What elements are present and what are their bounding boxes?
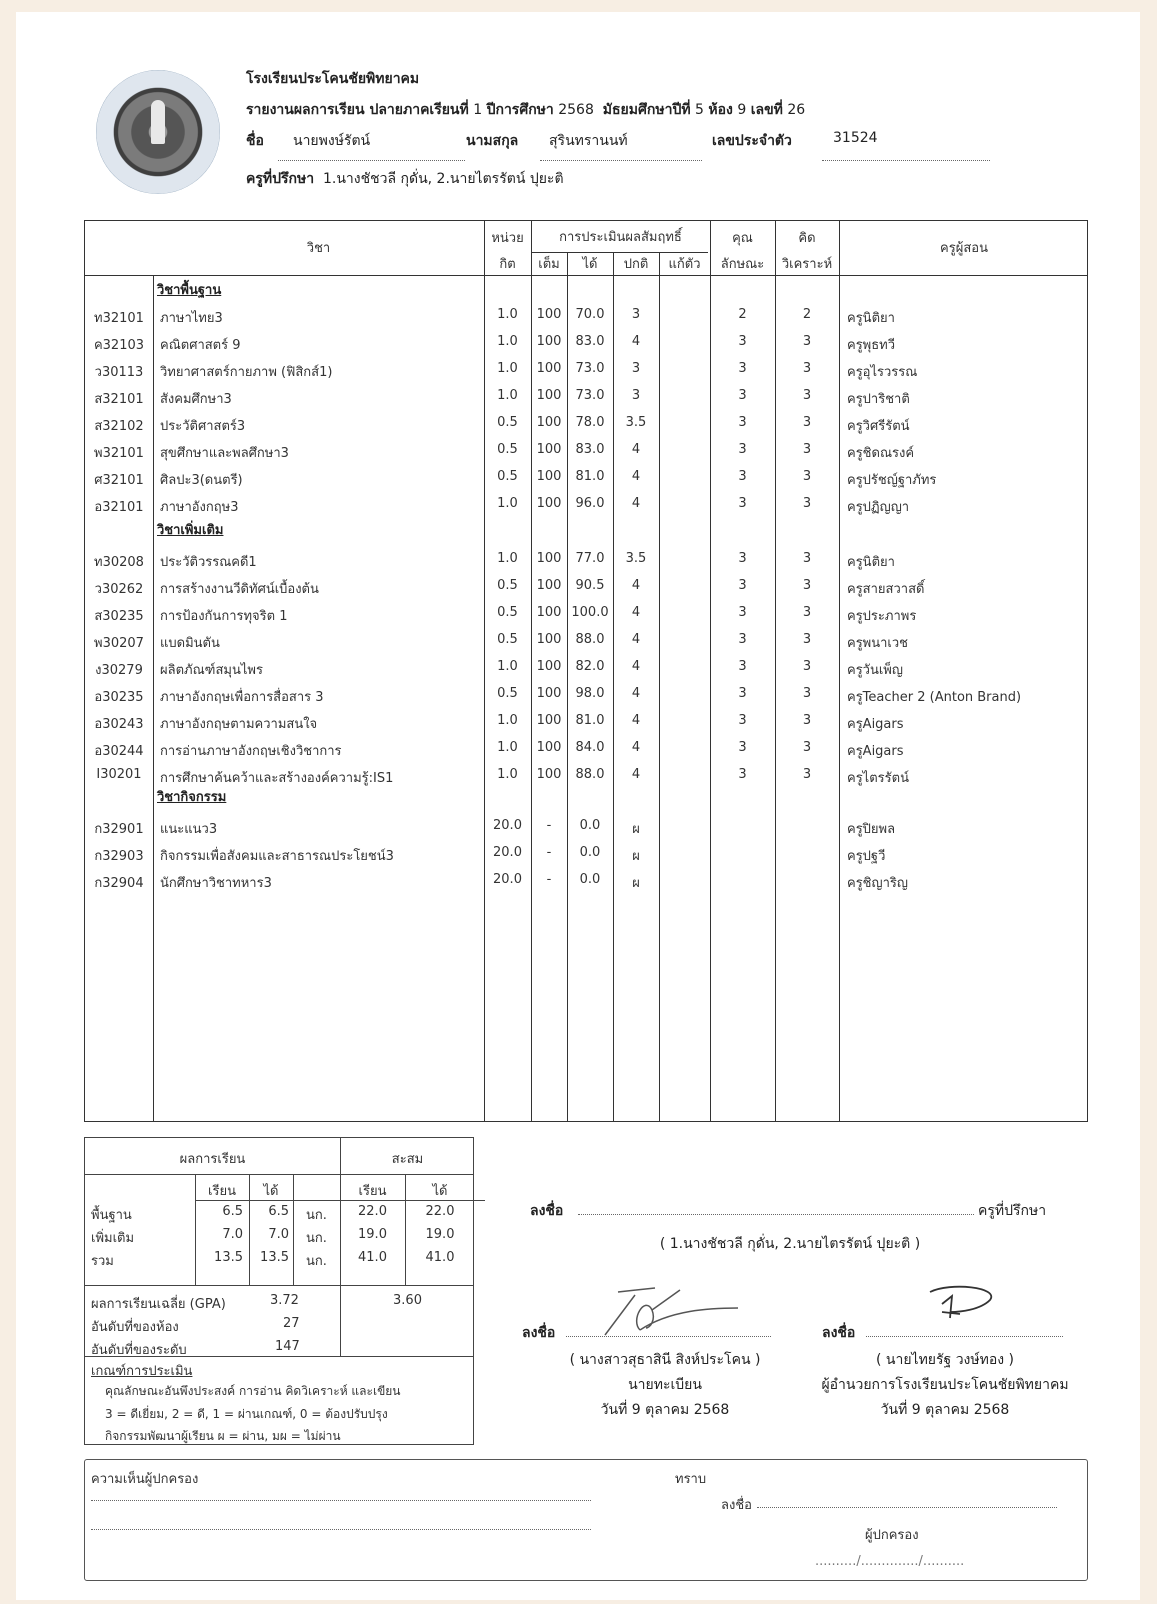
- table-row: [85, 813, 1089, 840]
- cell-grade: 3: [631, 307, 641, 322]
- director-role: ผู้อำนวยการโรงเรียนประโคนชัยพิทยาคม: [821, 1377, 1069, 1393]
- name-dotted-line: [278, 160, 465, 161]
- summary-studied: 6.5: [222, 1204, 243, 1219]
- results-label: ผลการเรียน: [179, 1152, 246, 1167]
- summary-label: เพิ่มเติม: [91, 1231, 135, 1246]
- cell-name: ภาษาอังกฤษเพื่อการสื่อสาร 3: [160, 690, 324, 705]
- cell-name: การสร้างงานวีดิทัศน์เบื้องต้น: [160, 582, 319, 597]
- cell-credit: 1.0: [497, 361, 518, 376]
- cell-got: 82.0: [575, 659, 605, 674]
- cell-char: 3: [738, 388, 747, 403]
- advisor-names: ( 1.นางชัชวลี กุดั่น, 2.นายไตรรัตน์ ปุยะติ ): [659, 1236, 921, 1252]
- student-id: 31524: [833, 130, 878, 146]
- cell-teacher: ครูพนาเวช: [847, 636, 909, 651]
- cell-name: ภาษาไทย3: [160, 311, 223, 326]
- summary-got: 6.5: [268, 1204, 289, 1219]
- summary-acc_studied: 22.0: [358, 1204, 387, 1219]
- opinion-line-2[interactable]: [91, 1529, 591, 1530]
- cell-got: 0.0: [579, 818, 601, 833]
- cell-char: 3: [738, 632, 747, 647]
- cell-code: ส32102: [94, 419, 144, 434]
- cell-got: 96.0: [575, 496, 605, 511]
- cell-credit: 20.0: [493, 872, 522, 887]
- summary-table: [84, 1137, 474, 1445]
- cell-teacher: ครูสายสวาสดิ์: [847, 582, 925, 597]
- cell-code: I30201: [96, 767, 142, 782]
- cell-grade: 4: [631, 578, 641, 593]
- cell-think: 3: [802, 632, 812, 647]
- cell-name: กิจกรรมเพื่อสังคมและสาธารณประโยชน์3: [160, 849, 394, 864]
- cell-char: 3: [738, 578, 747, 593]
- cell-code: ท32101: [94, 311, 144, 326]
- director-sign-line[interactable]: [866, 1336, 1063, 1337]
- cell-full: 100: [536, 686, 562, 701]
- cell-credit: 1.0: [497, 496, 518, 511]
- school-name: โรงเรียนประโคนชัยพิทยาคม: [246, 71, 420, 87]
- cell-name: ผลิตภัณฑ์สมุนไพร: [160, 663, 263, 678]
- cell-think: 3: [802, 415, 812, 430]
- cell-teacher: ครูAigars: [847, 717, 904, 732]
- report-title: รายงานผลการเรียน ปลายภาคเรียนที่ 1 ปีการศึกษา 2568 มัธยมศึกษาปีที่ 5 ห้อง 9 เลขที่ 26: [246, 102, 806, 118]
- summary-acc_got: 19.0: [425, 1227, 455, 1242]
- cell-grade: 4: [631, 713, 641, 728]
- parent-sign-line[interactable]: [757, 1507, 1057, 1508]
- cell-grade: 4: [631, 686, 641, 701]
- cell-grade: 4: [631, 334, 641, 349]
- cell-code: ก32903: [94, 849, 144, 864]
- cell-grade: ผ: [632, 849, 640, 864]
- cell-grade: 4: [631, 605, 641, 620]
- cell-full: 100: [536, 713, 562, 728]
- summary-unit: นก.: [306, 1208, 327, 1223]
- parent-date[interactable]: ........../............../..........: [815, 1554, 965, 1569]
- cell-code: ก32904: [94, 876, 144, 891]
- cell-char: 3: [738, 686, 747, 701]
- cell-grade: ผ: [632, 822, 640, 837]
- cell-teacher: ครูปรัชญ์ฐาภัทร: [847, 473, 937, 488]
- cell-got: 90.5: [575, 578, 605, 593]
- cell-think: 3: [802, 361, 812, 376]
- cell-teacher: ครูนิติยา: [847, 311, 895, 326]
- cell-name: ภาษาอังกฤษ3: [160, 500, 239, 515]
- cell-think: 3: [802, 334, 812, 349]
- cell-got: 70.0: [575, 307, 605, 322]
- table-row: [85, 708, 1089, 735]
- criteria-line-3: กิจกรรมพัฒนาผู้เรียน ผ = ผ่าน, มผ = ไม่ผ่าน: [105, 1429, 341, 1443]
- cell-full: 100: [536, 496, 562, 511]
- cell-teacher: ครูวันเพ็ญ: [847, 663, 903, 678]
- cell-got: 73.0: [575, 388, 605, 403]
- cell-grade: 3.5: [625, 415, 647, 430]
- parent-role: ผู้ปกครอง: [865, 1528, 919, 1543]
- cell-name: การป้องกันการทุจริต 1: [160, 609, 288, 624]
- cell-code: อ30243: [94, 717, 144, 732]
- cell-think: 3: [802, 578, 812, 593]
- cell-credit: 0.5: [497, 605, 518, 620]
- table-row: [85, 464, 1089, 491]
- divider: [85, 1174, 473, 1175]
- acc-got-label: ได้: [432, 1184, 448, 1199]
- cell-char: 3: [738, 469, 747, 484]
- cell-char: 3: [738, 334, 747, 349]
- level-rank-value: 147: [275, 1339, 300, 1354]
- student-id-label: เลขประจำตัว: [712, 133, 792, 149]
- summary-studied: 13.5: [214, 1250, 243, 1265]
- cell-credit: 20.0: [493, 818, 522, 833]
- divider: [340, 1138, 341, 1356]
- cell-code: อ32101: [94, 500, 144, 515]
- header-full: เต็ม: [538, 257, 560, 272]
- cell-full: 100: [536, 307, 562, 322]
- cell-credit: 1.0: [497, 551, 518, 566]
- level-rank-label: อันดับที่ของระดับ: [91, 1343, 187, 1358]
- cell-got: 78.0: [575, 415, 605, 430]
- header-char-top: คุณ: [732, 231, 753, 246]
- cell-full: 100: [536, 551, 562, 566]
- header-teacher: ครูผู้สอน: [940, 241, 988, 256]
- cell-got: 98.0: [575, 686, 605, 701]
- parent-opinion-box: [84, 1459, 1088, 1581]
- summary-unit: นก.: [306, 1254, 327, 1269]
- criteria-title: เกณฑ์การประเมิน: [91, 1364, 193, 1379]
- cell-credit: 1.0: [497, 388, 518, 403]
- summary-studied: 7.0: [222, 1227, 243, 1242]
- cell-got: 88.0: [575, 767, 605, 782]
- cell-code: ส32101: [94, 392, 144, 407]
- section-title-activities: วิชากิจกรรม: [157, 790, 227, 805]
- director-sign-label: ลงชื่อ: [822, 1325, 856, 1341]
- table-row: [85, 356, 1089, 383]
- summary-label: พื้นฐาน: [91, 1208, 132, 1223]
- cell-code: อ30235: [94, 690, 144, 705]
- cell-credit: 0.5: [497, 469, 518, 484]
- cell-full: 100: [536, 767, 562, 782]
- cell-full: 100: [536, 632, 562, 647]
- cell-code: ศ32101: [94, 473, 144, 488]
- summary-got: 13.5: [260, 1250, 289, 1265]
- got-label: ได้: [263, 1184, 279, 1199]
- cell-grade: 4: [631, 767, 641, 782]
- cell-code: ส30235: [94, 609, 144, 624]
- cell-think: 3: [802, 740, 812, 755]
- cell-name: คณิตศาสตร์ 9: [160, 338, 241, 353]
- cell-got: 0.0: [579, 845, 601, 860]
- cell-char: 3: [738, 740, 747, 755]
- table-row: [85, 573, 1089, 600]
- cell-credit: 1.0: [497, 767, 518, 782]
- registrar-sign-line[interactable]: [566, 1336, 771, 1337]
- student-surname: สุรินทรานนท์: [549, 133, 628, 149]
- accum-label: สะสม: [391, 1152, 424, 1167]
- cell-teacher: ครูปฐวี: [847, 849, 886, 864]
- summary-acc_studied: 19.0: [358, 1227, 387, 1242]
- cell-think: 3: [802, 686, 812, 701]
- cell-char: 3: [738, 551, 747, 566]
- criteria-line-1: คุณลักษณะอันพึงประสงค์ การอ่าน คิดวิเคราะห์ และเขียน: [105, 1384, 401, 1398]
- cell-full: -: [546, 845, 552, 860]
- cell-code: ง30279: [95, 663, 143, 678]
- cell-grade: 3: [631, 388, 641, 403]
- gpa-label: ผลการเรียนเฉลี่ย (GPA): [91, 1297, 226, 1312]
- divider: [85, 275, 1087, 276]
- cell-teacher: ครูAigars: [847, 744, 904, 759]
- cell-char: 3: [738, 605, 747, 620]
- gpa-value: 3.72: [270, 1293, 299, 1308]
- surname-dotted-line: [540, 160, 702, 161]
- header-normal: ปกติ: [623, 257, 649, 272]
- table-row: [85, 410, 1089, 437]
- cell-full: 100: [536, 469, 562, 484]
- cell-got: 88.0: [575, 632, 605, 647]
- header-think-bottom: วิเคราะห์: [781, 257, 833, 272]
- header-char-bottom: ลักษณะ: [720, 257, 765, 272]
- cell-teacher: ครูอุไรวรรณ: [847, 365, 918, 380]
- header-think-top: คิด: [798, 231, 816, 246]
- surname-label: นามสกุล: [466, 133, 519, 149]
- cell-code: อ30244: [94, 744, 144, 759]
- id-dotted-line: [822, 160, 990, 161]
- summary-acc_studied: 41.0: [358, 1250, 387, 1265]
- table-row: [85, 627, 1089, 654]
- cell-grade: 4: [631, 469, 641, 484]
- header-assessment: การประเมินผลสัมฤทธิ์: [559, 230, 682, 245]
- header-subject: วิชา: [306, 241, 331, 256]
- cell-full: 100: [536, 442, 562, 457]
- cell-teacher: ครูนิติยา: [847, 555, 895, 570]
- table-row: [85, 867, 1089, 894]
- divider: [85, 1285, 473, 1286]
- summary-label: รวม: [91, 1254, 114, 1269]
- cell-think: 3: [802, 496, 812, 511]
- table-row: [85, 329, 1089, 356]
- cell-full: 100: [536, 740, 562, 755]
- cell-name: สุขศึกษาและพลศึกษา3: [160, 446, 289, 461]
- table-row: [85, 437, 1089, 464]
- parent-sign-label: ลงชื่อ: [721, 1498, 752, 1513]
- registrar-sign-label: ลงชื่อ: [522, 1325, 556, 1341]
- cell-code: ค32103: [93, 338, 145, 353]
- cell-think: 3: [802, 388, 812, 403]
- cell-full: 100: [536, 659, 562, 674]
- parent-opinion-label: ความเห็นผู้ปกครอง: [91, 1472, 199, 1487]
- cell-char: 3: [738, 659, 747, 674]
- cell-teacher: ครูไตรรัตน์: [847, 771, 909, 786]
- cell-name: ประวัติวรรณคดี1: [160, 555, 257, 570]
- student-first-name: นายพงษ์รัตน์: [293, 133, 371, 149]
- cell-think: 3: [802, 767, 812, 782]
- cell-got: 81.0: [575, 469, 605, 484]
- cell-code: ท30208: [94, 555, 144, 570]
- cell-got: 100.0: [571, 605, 609, 620]
- cell-teacher: ครูปฏิญญา: [847, 500, 910, 515]
- cell-credit: 0.5: [497, 415, 518, 430]
- registrar-date: วันที่ 9 ตุลาคม 2568: [600, 1402, 730, 1418]
- cell-grade: 4: [631, 740, 641, 755]
- acc-studied-label: เรียน: [358, 1184, 387, 1199]
- cell-got: 83.0: [575, 334, 605, 349]
- header-credit-bottom: กิต: [499, 257, 516, 272]
- cell-full: 100: [536, 605, 562, 620]
- cell-credit: 0.5: [497, 442, 518, 457]
- acknowledge-label: ทราบ: [675, 1472, 707, 1487]
- class-rank-label: อันดับที่ของห้อง: [91, 1320, 179, 1335]
- table-row: [85, 546, 1089, 573]
- studied-label: เรียน: [208, 1184, 236, 1199]
- cell-credit: 1.0: [497, 740, 518, 755]
- cell-code: ว30262: [94, 582, 144, 597]
- cell-char: 3: [738, 496, 747, 511]
- cell-teacher: ครูประภาพร: [847, 609, 917, 624]
- cell-char: 3: [738, 442, 747, 457]
- table-row: [85, 681, 1089, 708]
- cell-name: การอ่านภาษาอังกฤษเชิงวิชาการ: [160, 744, 342, 759]
- cell-teacher: ครูTeacher 2 (Anton Brand): [847, 690, 1022, 705]
- cell-full: -: [546, 872, 552, 887]
- section-title-basic: วิชาพื้นฐาน: [157, 283, 222, 298]
- cell-name: ศิลปะ3(ดนตรี): [160, 473, 243, 488]
- cell-code: ว30113: [94, 365, 144, 380]
- table-row: [85, 840, 1089, 867]
- cell-name: การศึกษาค้นคว้าและสร้างองค์ความรู้:IS1: [160, 771, 394, 786]
- director-signature-icon: [920, 1282, 1000, 1322]
- cell-think: 3: [802, 605, 812, 620]
- registrar-role: นายทะเบียน: [628, 1377, 702, 1393]
- header-remedial: แก้ตัว: [668, 257, 701, 272]
- cell-think: 2: [802, 307, 812, 322]
- cell-grade: 4: [631, 632, 641, 647]
- cell-credit: 0.5: [497, 686, 518, 701]
- cell-char: 3: [738, 767, 747, 782]
- cell-name: นักศึกษาวิชาทหาร3: [160, 876, 272, 891]
- cell-think: 3: [802, 659, 812, 674]
- cell-full: 100: [536, 361, 562, 376]
- cell-credit: 1.0: [497, 307, 518, 322]
- cell-teacher: ครูชิญาริญ: [847, 876, 908, 891]
- cell-code: พ32101: [94, 446, 144, 461]
- cell-name: แบดมินตัน: [160, 636, 220, 651]
- cell-char: 3: [738, 361, 747, 376]
- table-row: [85, 600, 1089, 627]
- grades-table: [84, 220, 1088, 1122]
- table-row: [85, 491, 1089, 518]
- advisor-line: ครูที่ปรึกษา 1.นางชัชวลี กุดั่น, 2.นายไตรรัตน์ ปุยะติ: [246, 171, 564, 187]
- cell-credit: 20.0: [493, 845, 522, 860]
- name-label: ชื่อ: [246, 133, 264, 149]
- cell-credit: 1.0: [497, 334, 518, 349]
- cell-teacher: ครูพุธทวี: [847, 338, 896, 353]
- cell-full: 100: [536, 578, 562, 593]
- section-title-additional: วิชาเพิ่มเติม: [157, 523, 224, 538]
- cell-credit: 1.0: [497, 659, 518, 674]
- cell-grade: 4: [631, 659, 641, 674]
- table-row: [85, 654, 1089, 681]
- advisor-role: ครูที่ปรึกษา: [978, 1203, 1047, 1219]
- gpa-accum-value: 3.60: [393, 1293, 422, 1308]
- table-row: [85, 735, 1089, 762]
- table-row: [85, 383, 1089, 410]
- registrar-name: ( นางสาวสุธาสินี สิงห์ประโคน ): [569, 1352, 761, 1368]
- cell-grade: 3: [631, 361, 641, 376]
- cell-got: 81.0: [575, 713, 605, 728]
- opinion-line-1[interactable]: [91, 1500, 591, 1501]
- cell-grade: 4: [631, 442, 641, 457]
- cell-full: 100: [536, 388, 562, 403]
- summary-unit: นก.: [306, 1231, 327, 1246]
- cell-grade: 3.5: [625, 551, 647, 566]
- cell-got: 73.0: [575, 361, 605, 376]
- cell-got: 84.0: [575, 740, 605, 755]
- cell-name: ภาษาอังกฤษตามความสนใจ: [160, 717, 318, 732]
- cell-full: -: [546, 818, 552, 833]
- table-row: [85, 762, 1089, 789]
- school-logo-icon: [96, 70, 220, 194]
- advisor-sign-line[interactable]: [578, 1214, 974, 1215]
- class-rank-value: 27: [283, 1316, 300, 1331]
- cell-got: 83.0: [575, 442, 605, 457]
- cell-teacher: ครูชิดณรงค์: [847, 446, 915, 461]
- header-credit-top: หน่วย: [491, 231, 524, 246]
- cell-credit: 0.5: [497, 578, 518, 593]
- cell-char: 2: [738, 307, 747, 322]
- director-name: ( นายไทยรัฐ วงษ์ทอง ): [875, 1352, 1015, 1368]
- cell-credit: 1.0: [497, 713, 518, 728]
- cell-name: วิทยาศาสตร์กายภาพ (ฟิสิกส์1): [160, 365, 333, 380]
- cell-think: 3: [802, 551, 812, 566]
- header-got: ได้: [582, 257, 598, 272]
- cell-code: พ30207: [94, 636, 144, 651]
- cell-think: 3: [802, 442, 812, 457]
- cell-grade: 4: [631, 496, 641, 511]
- cell-teacher: ครูปิยพล: [847, 822, 896, 837]
- cell-code: ก32901: [94, 822, 144, 837]
- summary-acc_got: 22.0: [425, 1204, 455, 1219]
- cell-name: สังคมศึกษา3: [160, 392, 232, 407]
- summary-acc_got: 41.0: [425, 1250, 455, 1265]
- cell-name: แนะแนว3: [160, 822, 218, 837]
- cell-full: 100: [536, 334, 562, 349]
- advisor-sign-label: ลงชื่อ: [530, 1203, 564, 1219]
- cell-think: 3: [802, 713, 812, 728]
- registrar-signature-icon: [600, 1280, 740, 1340]
- cell-got: 0.0: [579, 872, 601, 887]
- cell-credit: 0.5: [497, 632, 518, 647]
- cell-teacher: ครูวิศรีรัตน์: [847, 419, 910, 434]
- director-date: วันที่ 9 ตุลาคม 2568: [880, 1402, 1010, 1418]
- summary-got: 7.0: [268, 1227, 289, 1242]
- cell-name: ประวัติศาสตร์3: [160, 419, 246, 434]
- cell-think: 3: [802, 469, 812, 484]
- cell-teacher: ครูปาริชาติ: [847, 392, 910, 407]
- criteria-line-2: 3 = ดีเยี่ยม, 2 = ดี, 1 = ผ่านเกณฑ์, 0 = ต้องปรับปรุง: [105, 1407, 388, 1421]
- table-row: [85, 302, 1089, 329]
- cell-got: 77.0: [575, 551, 605, 566]
- cell-char: 3: [738, 713, 747, 728]
- cell-grade: ผ: [632, 876, 640, 891]
- cell-char: 3: [738, 415, 747, 430]
- cell-full: 100: [536, 415, 562, 430]
